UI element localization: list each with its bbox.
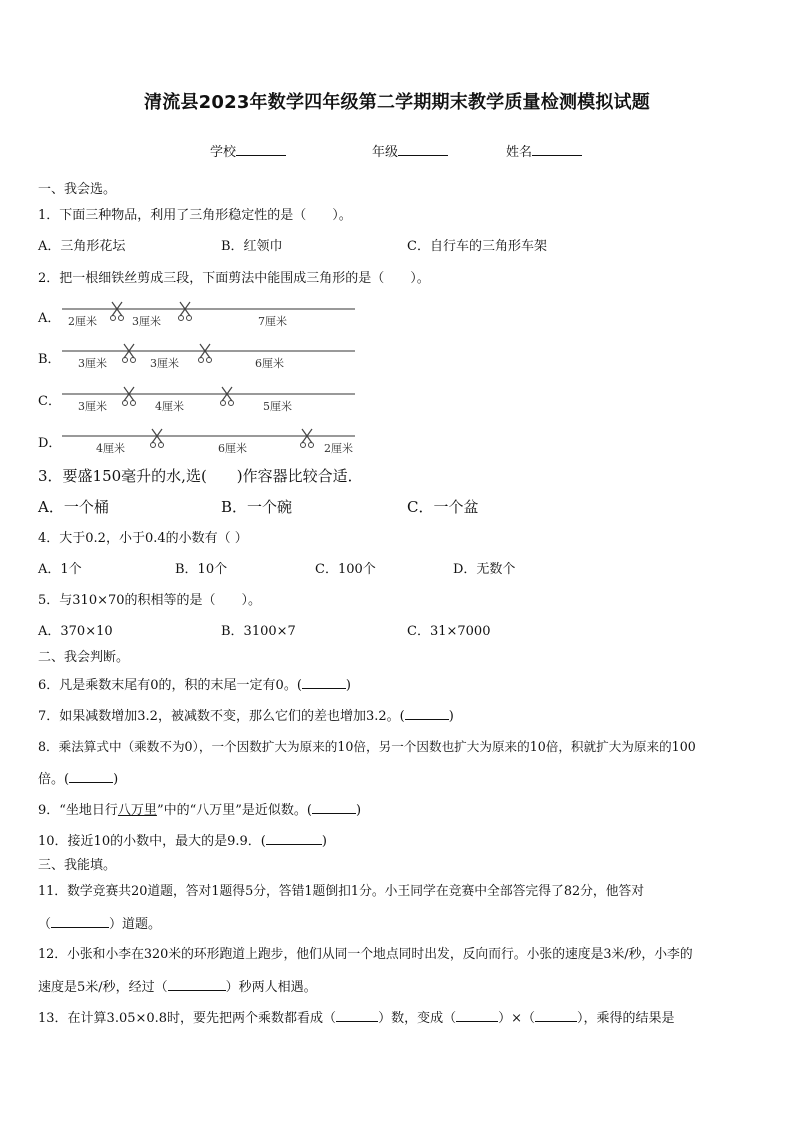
answer-blank[interactable]: [405, 707, 449, 720]
scissors-icon: [221, 387, 234, 406]
question-4: 4．大于0.2，小于0.4的小数有（ ）: [38, 531, 248, 546]
segment-label: 3厘米: [78, 357, 107, 370]
answer-blank[interactable]: [69, 770, 113, 783]
answer-blank[interactable]: [336, 1009, 378, 1022]
name-label: 姓名: [506, 145, 533, 160]
question-12-line-2: 速度是5米/秒，经过（ ）秒两人相遇。: [38, 980, 317, 995]
question-9: 9．“坐地日行八万里”中的“八万里”是近似数。( ): [38, 803, 362, 818]
q2-option-d-diagram: [60, 427, 360, 457]
question-3: 3．要盛150毫升的水,选( )作容器比较合适．: [38, 467, 363, 485]
question-11-line-1: 11．数学竞赛共20道题，答对1题得5分，答错1题倒扣1分。小王同学在竞赛中全部答完得了82分，他答对: [38, 884, 645, 899]
segment-label: 3厘米: [132, 315, 161, 328]
q4-option-c[interactable]: C．100个: [315, 562, 376, 577]
segment-label: 3厘米: [78, 400, 107, 413]
q5-option-c[interactable]: C．31×7000: [407, 624, 491, 639]
question-5: 5．与310×70的积相等的是（ ）。: [38, 593, 262, 608]
grade-field[interactable]: [372, 141, 448, 160]
answer-blank[interactable]: [312, 801, 356, 814]
question-2: 2．把一根细铁丝剪成三段，下面剪法中能围成三角形的是（ ）。: [38, 271, 430, 286]
school-label: 学校: [210, 145, 237, 160]
school-field[interactable]: [210, 141, 286, 160]
q2-option-b-diagram: [60, 342, 360, 372]
question-1: 1．下面三种物品，利用了三角形稳定性的是（ ）。: [38, 208, 352, 223]
answer-blank[interactable]: [51, 915, 109, 928]
q3-option-c[interactable]: C．一个盆: [407, 498, 479, 516]
scissors-icon: [301, 429, 314, 448]
segment-label: 2厘米: [68, 315, 97, 328]
segment-label: 5厘米: [263, 400, 292, 413]
q1-option-c[interactable]: C．自行车的三角形车架: [407, 239, 547, 254]
answer-blank[interactable]: [302, 676, 346, 689]
segment-label: 4厘米: [155, 400, 184, 413]
q4-option-b[interactable]: B．10个: [175, 562, 228, 577]
q5-option-a[interactable]: A．370×10: [38, 624, 113, 639]
scissors-icon: [123, 344, 136, 363]
q5-option-b[interactable]: B．3100×7: [221, 624, 296, 639]
q2-option-a-diagram: [60, 300, 360, 330]
q2-option-a-label[interactable]: A．: [38, 311, 61, 326]
question-10: 10．接近10的小数中，最大的是9.9．( ): [38, 834, 327, 849]
q4-option-a[interactable]: A．1个: [38, 562, 82, 577]
scissors-icon: [123, 387, 136, 406]
segment-label: 7厘米: [258, 315, 287, 328]
q4-option-d[interactable]: D．无数个: [453, 562, 516, 577]
q1-option-a[interactable]: A．三角形花坛: [38, 239, 126, 254]
question-12-line-1: 12．小张和小李在320米的环形跑道上跑步，他们从同一个地点同时出发，反向而行。小张的速度是3米/秒，小李的: [38, 947, 693, 962]
answer-blank[interactable]: [535, 1009, 577, 1022]
section-3-heading: 三、我能填。: [38, 858, 117, 873]
segment-label: 2厘米: [324, 442, 353, 455]
scissors-icon: [199, 344, 212, 363]
segment-label: 4厘米: [96, 442, 125, 455]
scissors-icon: [179, 302, 192, 321]
section-1-heading: 一、我会选。: [38, 182, 117, 197]
q3-option-a[interactable]: A．一个桶: [38, 498, 109, 516]
answer-blank[interactable]: [266, 832, 322, 845]
q1-option-b[interactable]: B．红领巾: [221, 239, 283, 254]
q2-option-c-diagram: [60, 385, 360, 415]
q2-option-b-label[interactable]: B．: [38, 352, 61, 367]
q3-option-b[interactable]: B．一个碗: [221, 498, 293, 516]
answer-blank[interactable]: [168, 978, 226, 991]
question-7: 7．如果减数增加3.2，被减数不变，那么它们的差也增加3.2。( ): [38, 709, 454, 724]
question-8-line-1: 8．乘法算式中（乘数不为0），一个因数扩大为原来的10倍，另一个因数也扩大为原来的10倍，积就扩大为原来的100: [38, 739, 696, 754]
question-6: 6．凡是乘数末尾有0的，积的末尾一定有0。( ): [38, 678, 351, 693]
q2-option-c-label[interactable]: C．: [38, 394, 61, 409]
scissors-icon: [111, 302, 124, 321]
question-8-line-2: 倍。( ): [38, 772, 119, 787]
exam-title: 清流县2023年数学四年级第二学期期末教学质量检测模拟试题: [144, 92, 650, 113]
question-11-line-2: （ ）道题。: [38, 917, 162, 932]
name-field[interactable]: [506, 141, 582, 160]
q2-option-d-label[interactable]: D．: [38, 436, 62, 451]
answer-blank[interactable]: [456, 1009, 498, 1022]
segment-label: 6厘米: [255, 357, 284, 370]
scissors-icon: [151, 429, 164, 448]
grade-label: 年级: [372, 145, 399, 160]
segment-label: 6厘米: [218, 442, 247, 455]
section-2-heading: 二、我会判断。: [38, 650, 130, 665]
question-13: 13．在计算3.05×0.8时，要先把两个乘数都看成（ ）数，变成（ ）×（ ），乘得的结果是: [38, 1011, 675, 1026]
segment-label: 3厘米: [150, 357, 179, 370]
